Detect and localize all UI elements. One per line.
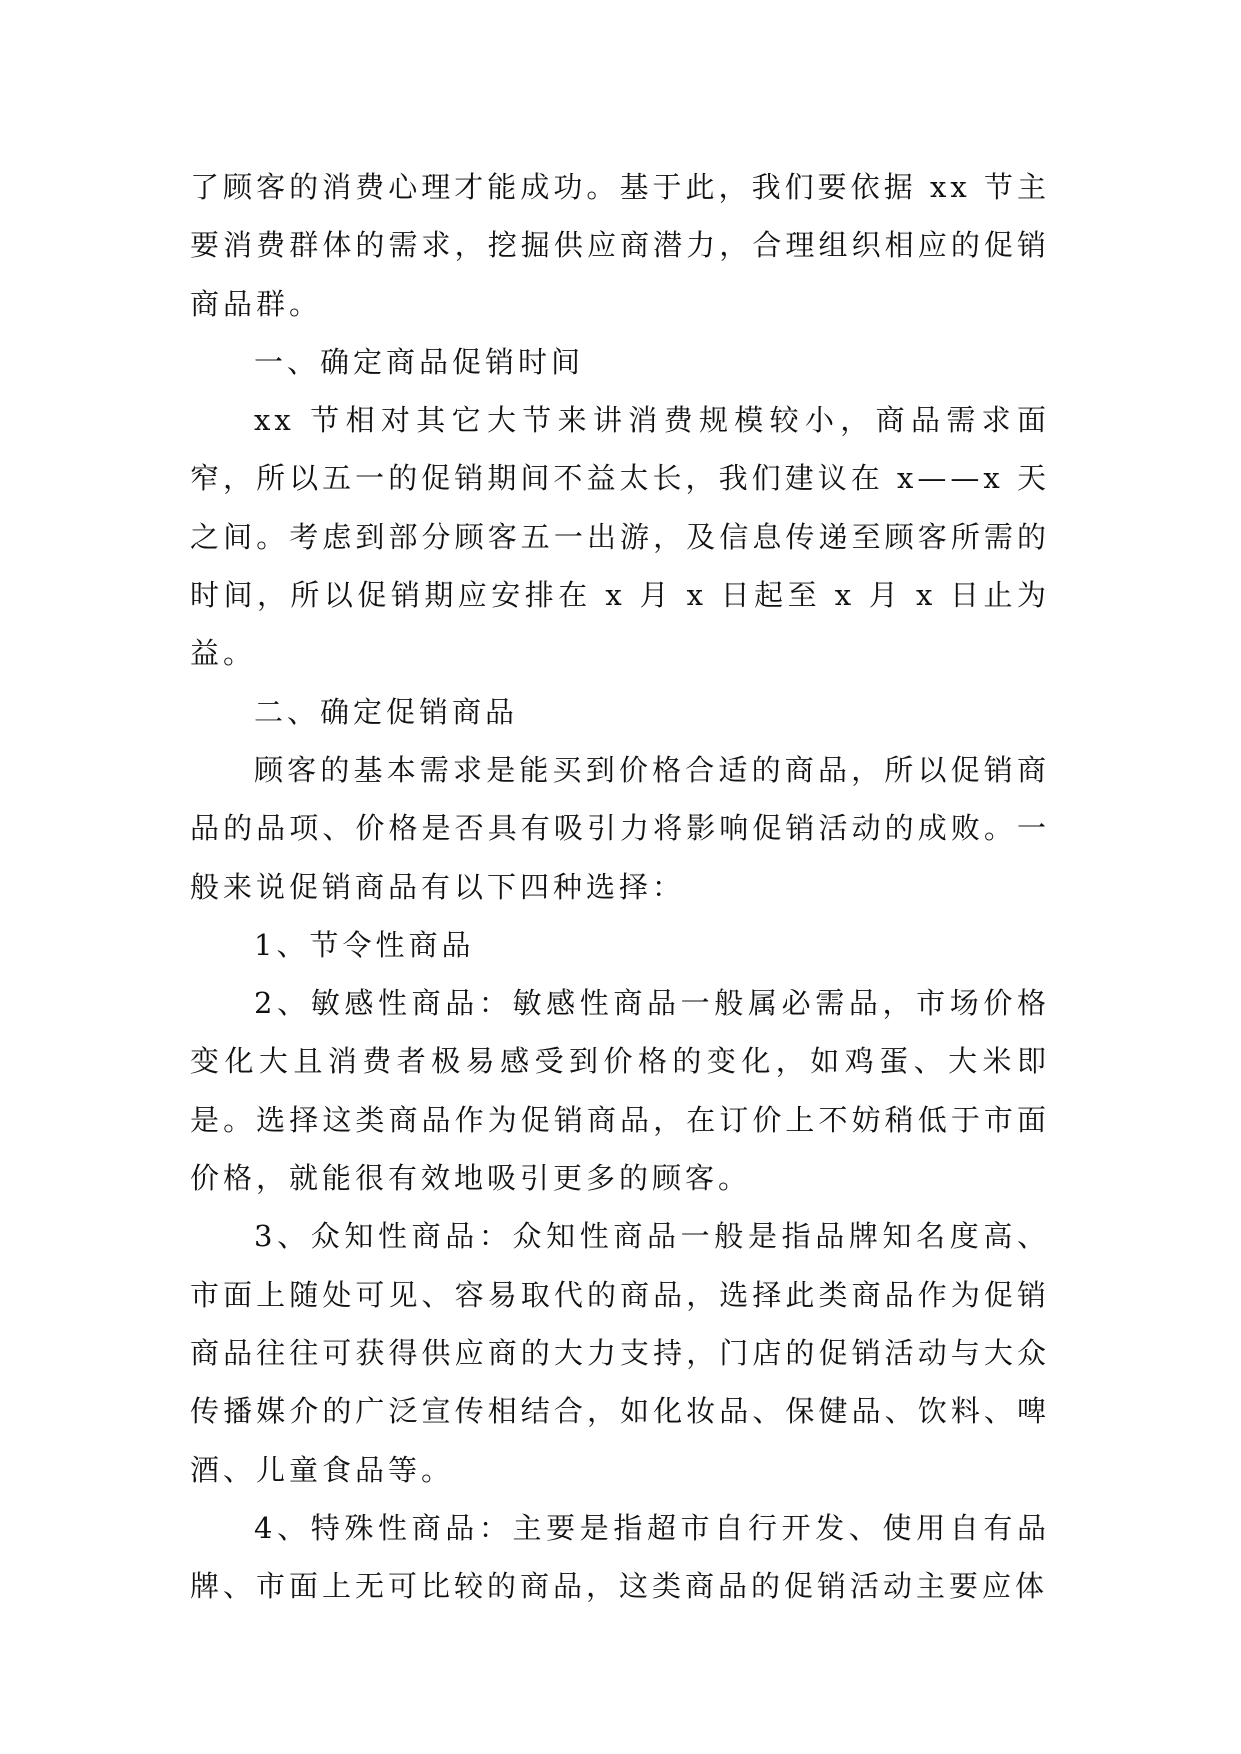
list-item-seasonal-goods: 1、节令性商品 (254, 927, 475, 962)
list-item-sensitive-goods: 2、敏感性商品：敏感性商品一般属必需品，市场价格变化大且消费者极易感受到价格的变化，如鸡蛋、大米即是。选择这类商品作为促销商品，在订价上不妨稍低于市面价格，就能很有效地吸引更多的顾客。 (190, 986, 1050, 1196)
list-item-special-goods: 4、特殊性商品：主要是指超市自行开发、使用自有品牌、市面上无可比较的商品，这类商品的促销活动主要应体 (190, 1510, 1050, 1604)
document-page (190, 158, 1050, 1615)
body-paragraph: 顾客的基本需求是能买到价格合适的商品，所以促销商品的品项、价格是否具有吸引力将影响促销活动的成败。一般来说促销商品有以下四种选择： (190, 752, 1050, 904)
section-heading-promotion-time: 一、确定商品促销时间 (254, 344, 585, 379)
section-heading-promotion-goods: 二、确定促销商品 (254, 694, 519, 729)
body-paragraph: xx 节相对其它大节来讲消费规模较小，商品需求面窄，所以五一的促销期间不益太长，我们建议在 x——x 天之间。考虑到部分顾客五一出游，及信息传递至顾客所需的时间，所以促销期应安排在 x 月 x 日起至 x 月 x 日止为益。 (190, 403, 1050, 671)
body-paragraph: 了顾客的消费心理才能成功。基于此，我们要依据 xx 节主要消费群体的需求，挖掘供应商潜力，合理组织相应的促销商品群。 (190, 170, 1050, 321)
list-item-well-known-goods: 3、众知性商品：众知性商品一般是指品牌知名度高、市面上随处可见、容易取代的商品，选择此类商品作为促销商品往往可获得供应商的大力支持，门店的促销活动与大众传播媒介的广泛宣传相结合，如化妆品、保健品、饮料、啤酒、儿童食品等。 (190, 1219, 1050, 1487)
